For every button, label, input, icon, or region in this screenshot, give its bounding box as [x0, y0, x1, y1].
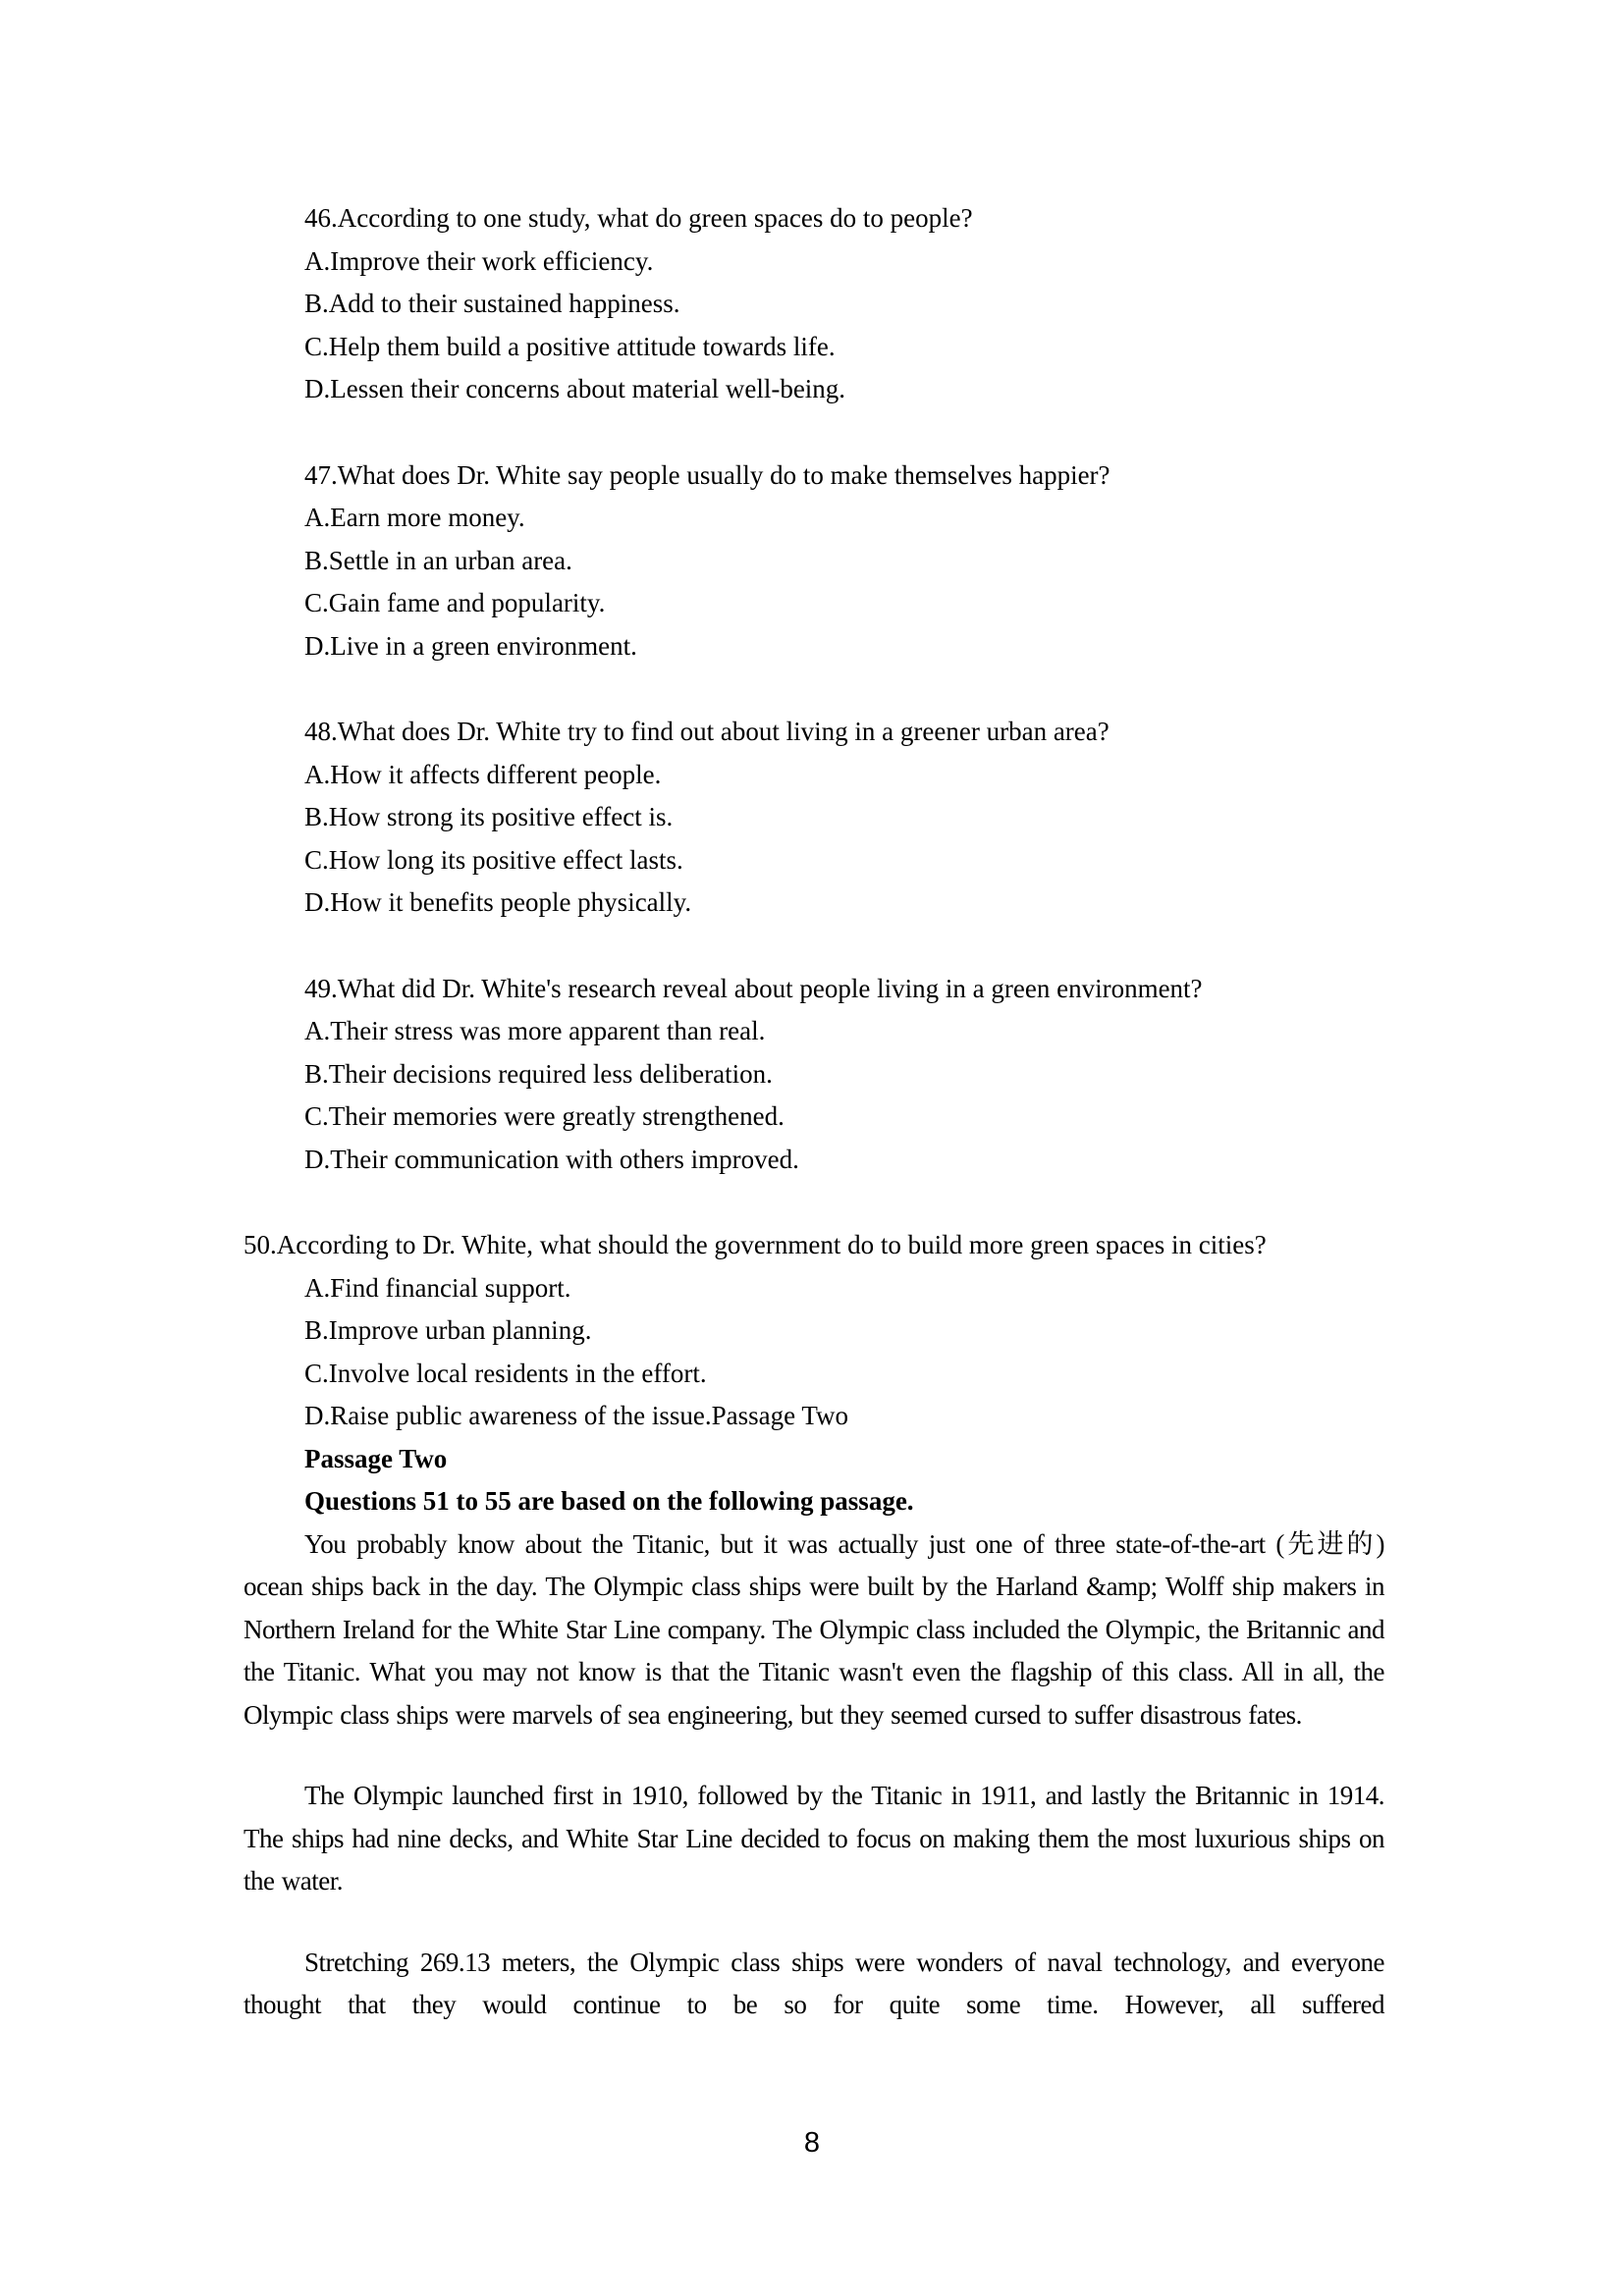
option-a: A.Improve their work efficiency. [304, 245, 654, 276]
option-d: D.Lessen their concerns about material well-being. [304, 374, 846, 403]
passage-paragraph-2: The Olympic launched first in 1910, followed by the Titanic in 1911, and lastly the Britannic in 1914. The ships had nine decks, and White Star Line decided to focus on making them the most luxurious ships on the water. [244, 1781, 1384, 1896]
question-text: 47.What does Dr. White say people usually do to make themselves happier? [304, 459, 1110, 490]
option-c: C.Help them build a positive attitude towards life. [304, 331, 836, 361]
option-d: D.Live in a green environment. [304, 630, 637, 661]
option-a: A.How it affects different people. [304, 759, 662, 789]
option-b: B.Improve urban planning. [304, 1315, 592, 1345]
option-a: A.Their stress was more apparent than real. [304, 1016, 766, 1045]
option-a: A.Find financial support. [304, 1272, 571, 1303]
option-c: C.How long its positive effect lasts. [304, 844, 683, 875]
question-text: 48.What does Dr. White try to find out about living in a greener urban area? [304, 717, 1110, 746]
passage-paragraph-1: You probably know about the Titanic, but it was actually just one of three state-of-the-art (先进的) ocean ships back in the day. The Olympic class ships were built by the Harland &amp; Wolff ship makers in Northern Ireland for the White Star Line company. The Olympic class included the Olympic, the Britannic and the Titanic. What you may not know is that the Titanic wasn't even the flagship of this class. All in all, the Olympic class ships were marvels of sea engineering, but they seemed cursed to suffer disastrous fates. [244, 1528, 1384, 1730]
page-number: 8 [803, 2127, 821, 2159]
option-d: D.Their communication with others improved. [304, 1144, 799, 1174]
question-text: 49.What did Dr. White's research reveal about people living in a green environment? [304, 973, 1203, 1003]
passage-heading: Passage Two [304, 1443, 448, 1473]
option-a: A.Earn more money. [304, 503, 525, 532]
question-block-50 [244, 1224, 1384, 1438]
option-b: B.Settle in an urban area. [304, 545, 572, 575]
page-content [244, 197, 1384, 2027]
option-b: B.Their decisions required less deliberation. [304, 1058, 773, 1089]
passage-instruction: Questions 51 to 55 are based on the following passage. [304, 1486, 914, 1516]
option-c: C.Involve local residents in the effort. [304, 1358, 707, 1388]
option-d: D.Raise public awareness of the issue.Passage Two [304, 1401, 848, 1430]
passage-paragraph-3: Stretching 269.13 meters, the Olympic class ships were wonders of naval technology, and everyone thought that they would continue to be so for quite some time. However, all suffered [244, 1947, 1384, 2019]
question-text: 46.According to one study, what do green spaces do to people? [304, 203, 973, 233]
option-b: B.Add to their sustained happiness. [304, 289, 680, 318]
option-c: C.Their memories were greatly strengthened. [304, 1101, 785, 1131]
question-block-47 [244, 454, 1384, 668]
question-block-46 [244, 197, 1384, 411]
question-block-48 [244, 711, 1384, 925]
question-text: 50.According to Dr. White, what should the government do to build more green spaces in cities? [244, 1230, 1267, 1259]
option-b: B.How strong its positive effect is. [304, 802, 674, 831]
option-d: D.How it benefits people physically. [304, 887, 692, 917]
option-c: C.Gain fame and popularity. [304, 588, 606, 617]
question-block-49 [244, 968, 1384, 1182]
